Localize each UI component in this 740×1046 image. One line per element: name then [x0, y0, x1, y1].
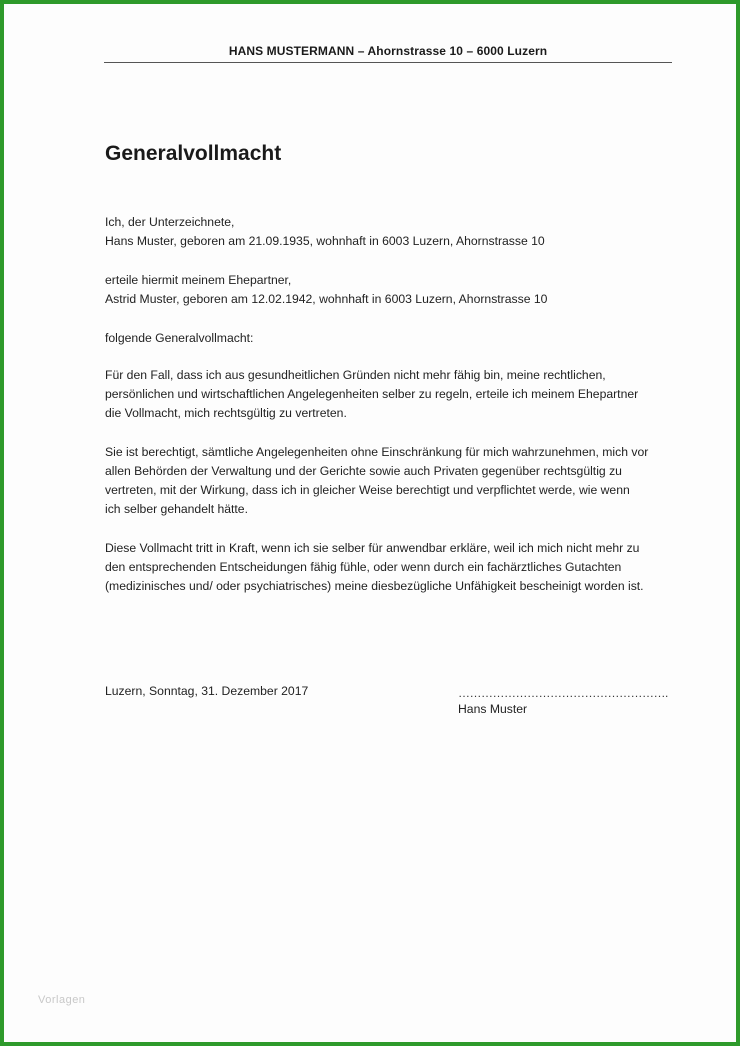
header-divider — [104, 62, 672, 63]
place-and-date: Luzern, Sonntag, 31. Dezember 2017 — [105, 684, 309, 698]
signature-line: ………………………………………………. — [458, 686, 668, 700]
signer-name: Hans Muster — [458, 702, 528, 716]
grantee-block — [105, 271, 675, 309]
grantee-line: Astrid Muster, geboren am 12.02.1942, wohnhaft in 6003 Luzern, Ahornstrasse 10 — [105, 292, 548, 306]
paragraph-line: allen Behörden der Verwaltung und der Gerichte sowie auch Privaten gegenüber rechtsgültig zu — [105, 464, 622, 478]
paragraph-line: persönlichen und wirtschaftlichen Angelegenheiten selber zu regeln, erteile ich meinem Ehepartner — [105, 387, 639, 401]
intro-line — [105, 329, 675, 348]
paragraph-line: Diese Vollmacht tritt in Kraft, wenn ich sie selber für anwendbar erkläre, weil ich mich nicht mehr zu — [105, 541, 640, 555]
document-title: Generalvollmacht — [105, 142, 282, 165]
paragraph-1 — [105, 366, 675, 423]
watermark: Vorlagen — [38, 994, 86, 1006]
paragraph-line: die Vollmacht, mich rechtsgültig zu vertreten. — [105, 406, 347, 420]
paragraph-line: vertreten, mit der Wirkung, dass ich in gleicher Weise berechtigt und verpflichtet werde, wie wenn — [105, 483, 630, 497]
paragraph-3 — [105, 539, 675, 596]
grantor-line: Hans Muster, geboren am 21.09.1935, wohnhaft in 6003 Luzern, Ahornstrasse 10 — [105, 234, 545, 248]
paragraph-line: (medizinisches und/ oder psychiatrisches) meine diesbezügliche Unfähigkeit bescheinigt worden ist. — [105, 579, 644, 593]
intro-text: folgende Generalvollmacht: — [105, 331, 254, 345]
letterhead: HANS MUSTERMANN – Ahornstrasse 10 – 6000 Luzern — [228, 44, 548, 58]
paragraph-line: ich selber gehandelt hätte. — [105, 502, 248, 516]
paragraph-line: Für den Fall, dass ich aus gesundheitlichen Gründen nicht mehr fähig bin, meine rechtlichen, — [105, 368, 606, 382]
grantee-line: erteile hiermit meinem Ehepartner, — [105, 273, 292, 287]
paragraph-line: Sie ist berechtigt, sämtliche Angelegenheiten ohne Einschränkung für mich wahrzunehmen, mich vor — [105, 445, 649, 459]
paragraph-line: den entsprechenden Entscheidungen fähig fühle, oder wenn durch ein fachärztliches Gutachten — [105, 560, 622, 574]
paragraph-2 — [105, 443, 675, 519]
grantor-block — [105, 213, 675, 251]
grantor-line: Ich, der Unterzeichnete, — [105, 215, 235, 229]
